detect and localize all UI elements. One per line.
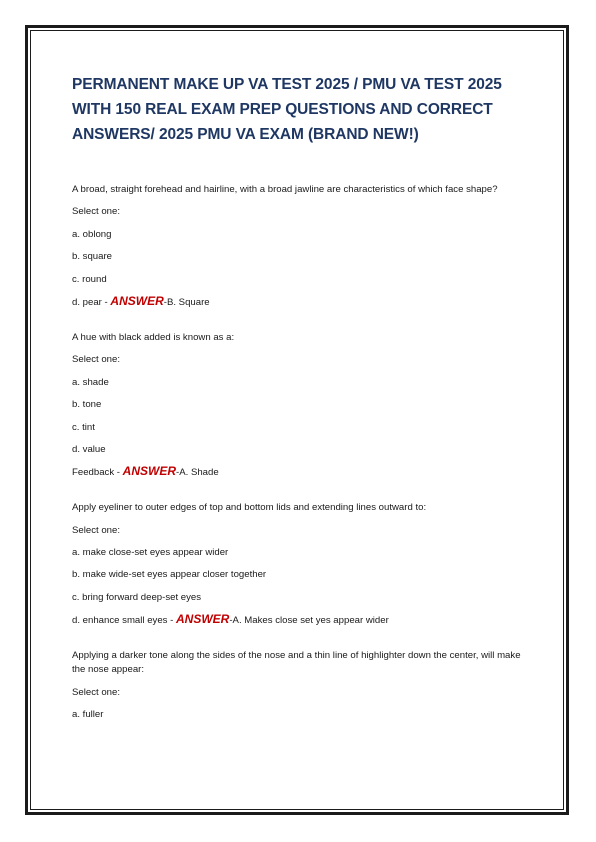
answer-prefix: d. pear - xyxy=(72,296,111,308)
answer-line xyxy=(72,613,527,627)
option-item: b. make wide-set eyes appear closer together xyxy=(72,569,267,581)
select-one-label: Select one: xyxy=(72,206,121,218)
select-one-label: Select one: xyxy=(72,354,121,366)
option-item: c. bring forward deep-set eyes xyxy=(72,591,202,603)
option-item: d. value xyxy=(72,443,106,455)
question-block-1 xyxy=(72,183,527,309)
question-block-4 xyxy=(72,649,527,721)
option-item: c. round xyxy=(72,273,107,285)
answer-prefix: Feedback - xyxy=(72,467,123,479)
answer-tag: ANSWER xyxy=(122,464,177,479)
answer-tag: ANSWER xyxy=(110,293,164,308)
option-item: a. shade xyxy=(72,376,109,388)
question-block-3 xyxy=(72,501,527,627)
answer-text: -B. Square xyxy=(163,296,210,308)
option-item: a. oblong xyxy=(72,228,112,240)
option-item: a. fuller xyxy=(72,709,104,721)
option-item: a. make close-set eyes appear wider xyxy=(72,547,229,559)
document-body xyxy=(72,72,527,743)
question-block-2 xyxy=(72,331,527,479)
question-prompt: A broad, straight forehead and hairline, with a broad jawline are characteristics of which face shape? xyxy=(72,184,498,195)
answer-line xyxy=(72,465,527,479)
question-prompt: A hue with black added is known as a: xyxy=(72,331,235,343)
answer-prefix: d. enhance small eyes - xyxy=(72,615,176,627)
question-prompt: Applying a darker tone along the sides of the nose and a thin line of highlighter down the center, will make the nose appear: xyxy=(72,650,521,675)
option-item: b. tone xyxy=(72,399,102,411)
question-prompt: Apply eyeliner to outer edges of top and bottom lids and extending lines outward to: xyxy=(72,502,427,514)
select-one-label: Select one: xyxy=(72,524,121,536)
select-one-label: Select one: xyxy=(72,686,121,698)
option-item: b. square xyxy=(72,251,113,263)
answer-text: -A. Shade xyxy=(176,467,219,479)
document-title: PERMANENT MAKE UP VA TEST 2025 / PMU VA TEST 2025 WITH 150 REAL EXAM PREP QUESTIONS AND CORRECT ANSWERS/ 2025 PMU VA EXAM (BRAND NEW!) xyxy=(72,76,502,143)
answer-line xyxy=(72,295,527,309)
answer-tag: ANSWER xyxy=(176,612,230,627)
answer-text: -A. Makes close set yes appear wider xyxy=(229,615,389,627)
option-item: c. tint xyxy=(72,421,95,433)
